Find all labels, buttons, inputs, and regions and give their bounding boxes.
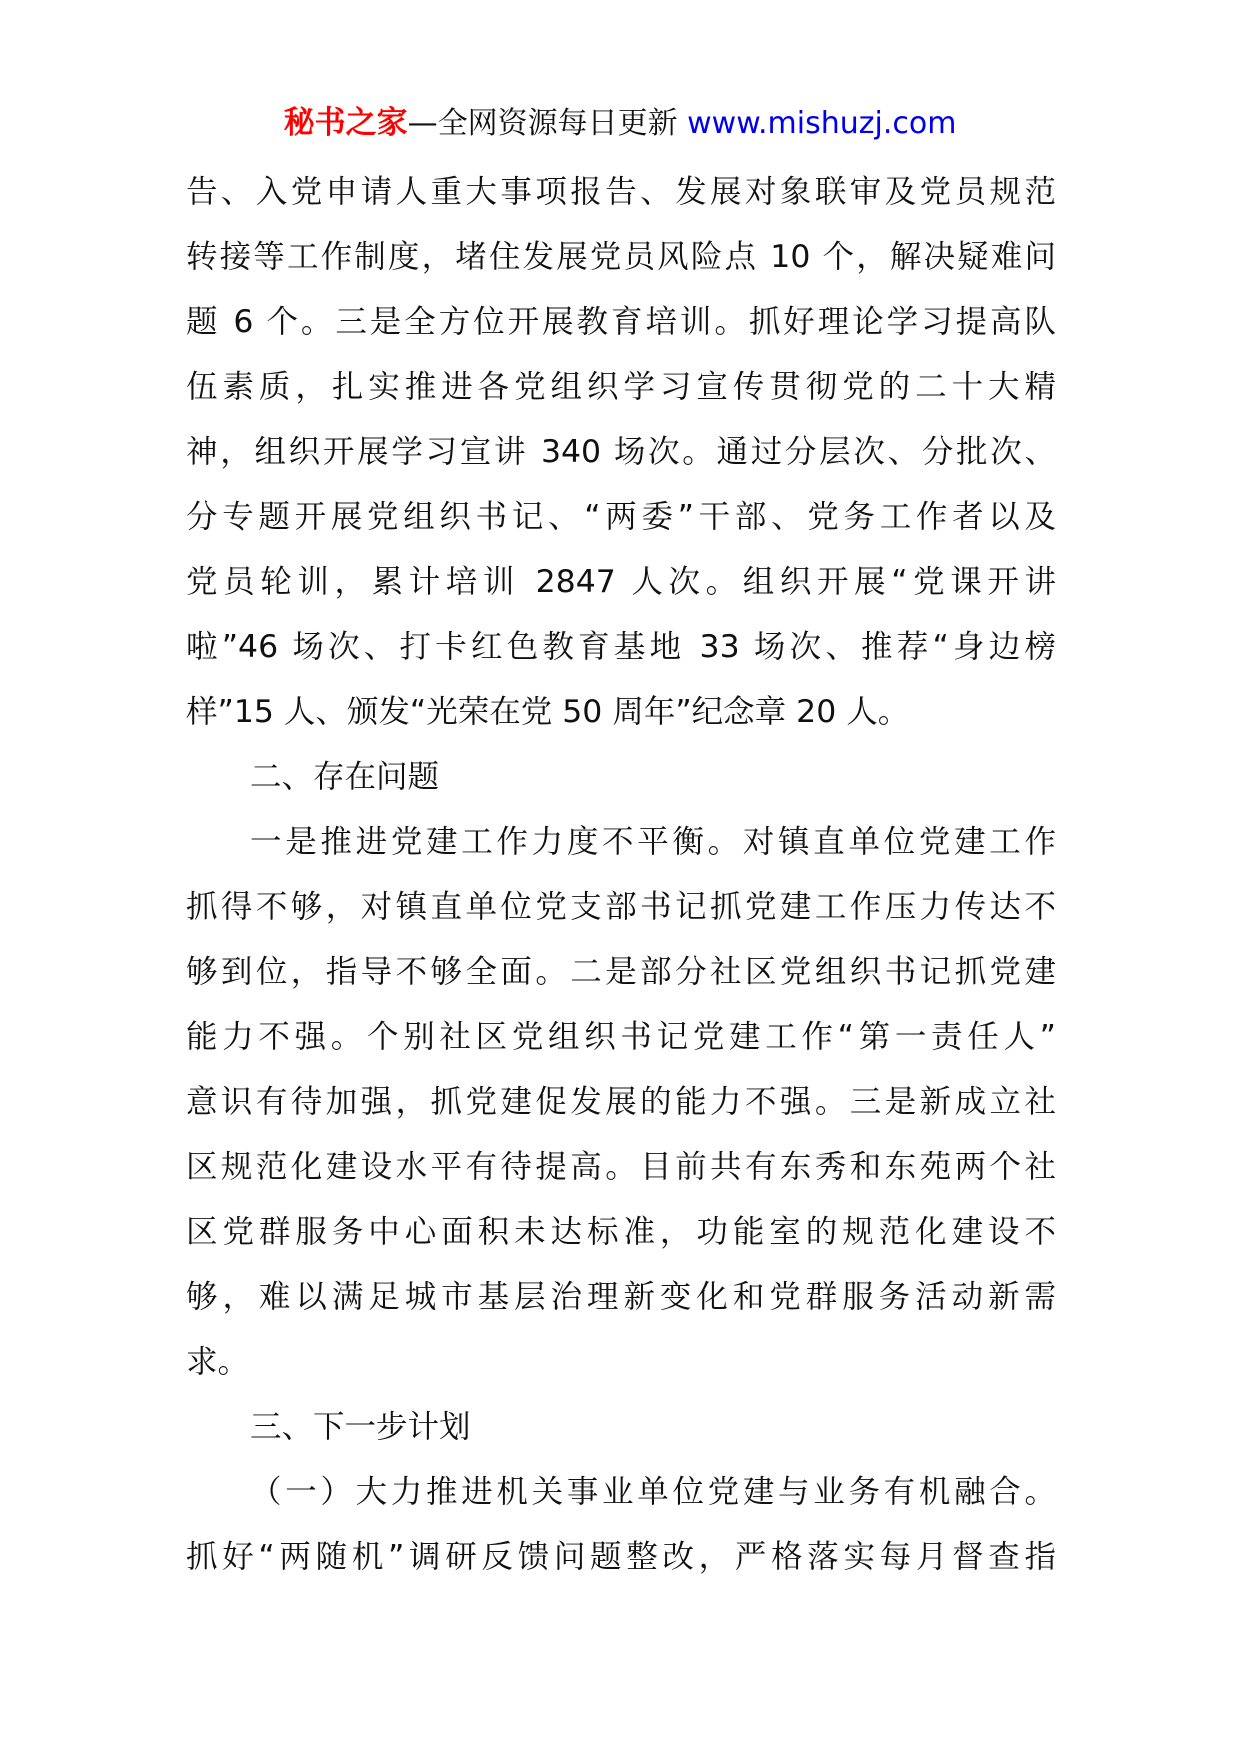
body-line: 区党群服务中心面积未达标准，功能室的规范化建设不 <box>186 1214 1056 1250</box>
body-line: 意识有待加强，抓党建促发展的能力不强。三是新成立社 <box>186 1084 1056 1120</box>
body-line: 神，组织开展学习宣讲 340 场次。通过分层次、分批次、 <box>186 434 1056 470</box>
paragraph-first-line: 一是推进党建工作力度不平衡。对镇直单位党建工作 <box>250 824 1056 860</box>
body-line: 啦”46 场次、打卡红色教育基地 33 场次、推荐“身边榜 <box>186 629 1056 665</box>
body-line: 区规范化建设水平有待提高。目前共有东秀和东苑两个社 <box>186 1149 1056 1185</box>
site-url: www.mishuzj.com <box>687 106 957 141</box>
body-line: 伍素质，扎实推进各党组织学习宣传贯彻党的二十大精 <box>186 369 1056 405</box>
body-line: 题 6 个。三是全方位开展教育培训。抓好理论学习提高队 <box>186 304 1056 340</box>
body-line: 党员轮训，累计培训 2847 人次。组织开展“党课开讲 <box>186 564 1056 600</box>
body-line: 告、入党申请人重大事项报告、发展对象联审及党员规范 <box>186 174 1056 210</box>
subsection-heading: （一）大力推进机关事业单位党建与业务有机融合。 <box>250 1474 1056 1510</box>
section-heading-next-steps: 三、下一步计划 <box>250 1409 471 1445</box>
body-line: 分专题开展党组织书记、“两委”干部、党务工作者以及 <box>186 499 1056 535</box>
body-line: 够到位，指导不够全面。二是部分社区党组织书记抓党建 <box>186 954 1056 990</box>
section-heading-problems: 二、存在问题 <box>250 759 440 795</box>
brand-name: 秘书之家 <box>283 105 408 141</box>
body-line: 抓得不够，对镇直单位党支部书记抓党建工作压力传达不 <box>186 889 1056 925</box>
body-line: 转接等工作制度，堵住发展党员风险点 10 个，解决疑难问 <box>186 239 1056 275</box>
body-line: 样”15 人、颁发“光荣在党 50 周年”纪念章 20 人。 <box>186 694 910 730</box>
body-line: 能力不强。个别社区党组织书记党建工作“第一责任人” <box>186 1019 1056 1055</box>
body-line: 够，难以满足城市基层治理新变化和党群服务活动新需 <box>186 1279 1056 1315</box>
body-line: 抓好“两随机”调研反馈问题整改，严格落实每月督查指 <box>186 1539 1056 1575</box>
body-line: 求。 <box>186 1344 250 1380</box>
site-watermark-header <box>0 103 1240 144</box>
document-body <box>186 160 1056 1590</box>
brand-tagline: —全网资源每日更新 <box>407 106 678 141</box>
